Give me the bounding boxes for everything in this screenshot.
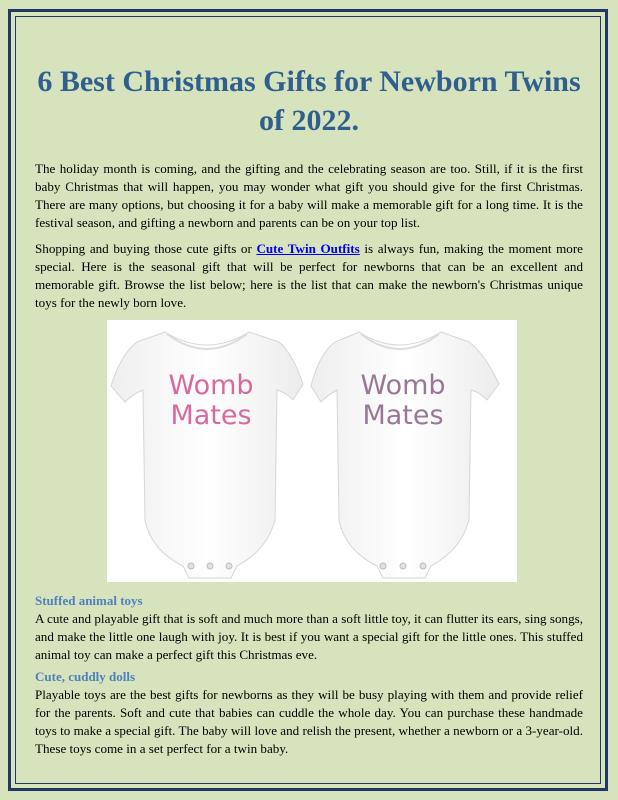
- section-heading-cute-cuddly-dolls: Cute, cuddly dolls: [35, 669, 136, 684]
- right-onesie: [311, 332, 499, 578]
- page-title: 6 Best Christmas Gifts for Newborn Twins of 2022.: [37, 65, 581, 137]
- left-onesie: [111, 332, 303, 578]
- right-onesie-text-line2: Mates: [362, 400, 444, 431]
- section-body-stuffed-animal-toys: A cute and playable gift that is soft and much more than a soft little toy, it can flutter its ears, sing songs, and make the little one laugh with joy. It is best if you want a special gift for the little ones. This stuffed animal toy can make a perfect gift this Christmas eve.: [35, 611, 583, 662]
- cute-twin-outfits-link[interactable]: Cute Twin Outfits: [256, 241, 360, 256]
- section-body-cute-cuddly-dolls: Playable toys are the best gifts for newborns as they will be busy playing with them and provide relief for the parents. Soft and cute that babies can cuddle the whole day. You can purchase these handmade toys to make a special gift. The baby will love and relish the present, whether a newborn or a 3-year-old. These toys come in a set perfect for a twin baby.: [35, 687, 583, 756]
- intro-2-text-before: Shopping and buying those cute gifts or: [35, 241, 257, 256]
- intro-paragraph-1: The holiday month is coming, and the gifting and the celebrating season are too. Still, if it is the first baby Christmas that will happen, you may wonder what gift you should give for the first Christmas. There are many options, but choosing it for a baby will make a memorable gift for a long time. It is the festival season, and gifting a newborn and parents can be on your top list.: [35, 161, 583, 230]
- onesies-illustration: [107, 320, 517, 582]
- section-heading-stuffed-animal-toys: Stuffed animal toys: [35, 593, 143, 608]
- left-onesie-text-line2: Mates: [170, 400, 252, 431]
- left-onesie-text-line1: Womb: [168, 370, 254, 401]
- twin-onesies-photo: [107, 320, 517, 582]
- right-onesie-text-line1: Womb: [360, 370, 446, 401]
- intro-paragraph-2: [35, 240, 583, 312]
- intro-2-text-after: is always fun, making the moment more special. Here is the seasonal gift that will be perfect for newborns that can be an excellent and memorable gift. Browse the list below; here is the list that can make the newborn's Christmas unique toys for the newly born love.: [35, 241, 583, 310]
